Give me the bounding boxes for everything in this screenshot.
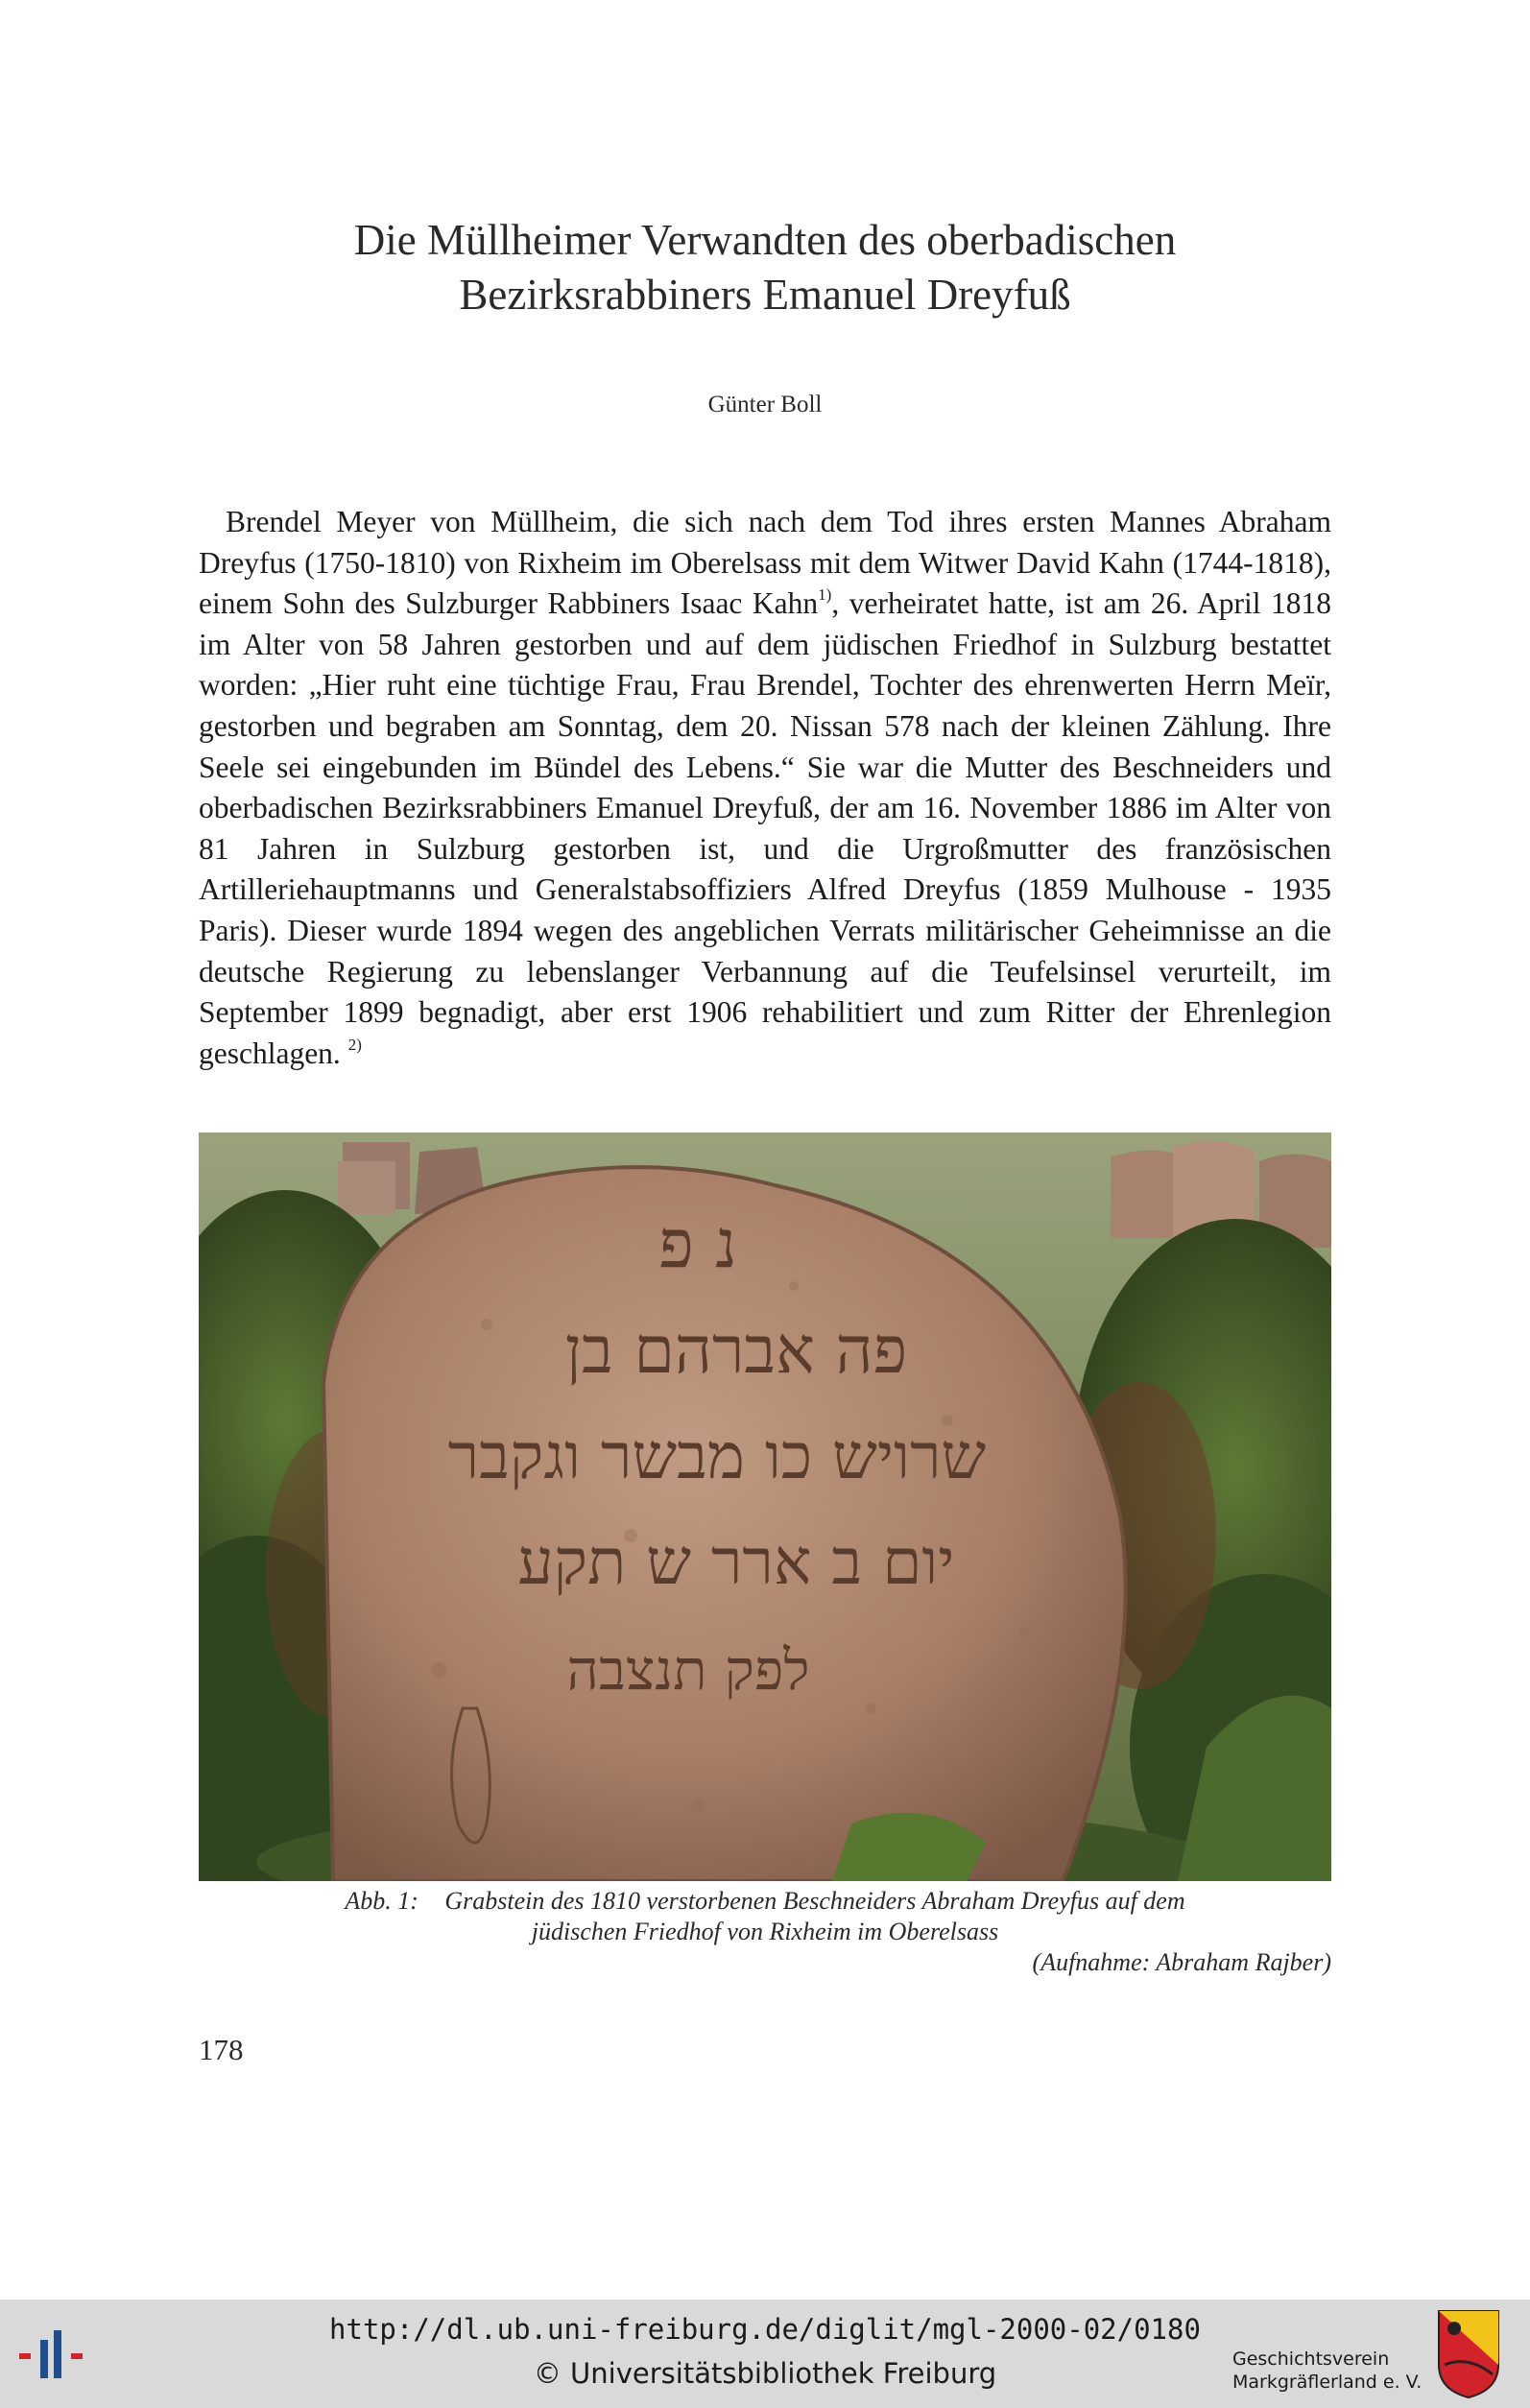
article-body (199, 502, 1331, 1074)
inscription-line-2: פה אברהם בן (564, 1313, 908, 1389)
inscription-line-5: לפק תנצבה (566, 1637, 810, 1703)
society-line-2: Markgräflerland e. V. (1232, 2372, 1422, 2393)
inscription-line-4: יום ב ארר ש תקע (517, 1525, 955, 1599)
photo-credit: (Aufnahme: Abraham Rajber) (1032, 1948, 1331, 1976)
footnote-ref-1: 1) (818, 585, 832, 605)
author-name: Günter Boll (707, 392, 823, 417)
society-line-1: Geschichtsverein (1232, 2348, 1390, 2370)
figure-caption (199, 1886, 1331, 1978)
caption-line-1: Grabstein des 1810 verstorbenen Beschneiders Abraham Dreyfus auf dem (444, 1887, 1185, 1915)
body-text-part1: Brendel Meyer von Müllheim, die sich nach dem Tod ihres ersten Mannes Abraham Dreyfus (1750-1810) von Rixheim im Oberelsass mit dem Witwer David Kahn (1744-1818), einem Sohn des Sulzburger Rabbiners Isaac Kahn (199, 505, 1331, 621)
body-text-part2: , verheiratet hatte, ist am 26. April 1818 im Alter von 58 Jahren gestorben und auf dem jüdischen Friedhof in Sulzburg bestattet worden: „Hier ruht eine tüchtige Frau, Frau Brendel, Tochter des ehrenwerten Herrn Meïr, gestorben und begraben am Sonntag, dem 20. Nissan 578 nach der kleinen Zählung. Ihre Seele sei eingebunden im Bündel des Lebens.“ Sie war die Mutter des Beschneiders und oberbadischen Bezirksrabbiners Emanuel Dreyfuß, der am 16. November 1886 im Alter von 81 Jahren in Sulzburg gestorben ist, und die Urgroßmutter des französischen Artilleriehauptmanns und Generalstabsoffiziers Alfred Dreyfus (1859 Mulhouse - 1935 Paris). Dieser wurde 1894 wegen des angeblichen Verrats militärischer Geheimnisse an die deutsche Regierung zu lebenslanger Verbannung auf die Teufelsinsel verurteilt, im September 1899 begnadigt, aber erst 1906 rehabilitiert und zum Ritter der Ehrenlegion geschlagen. (199, 586, 1331, 1070)
society-name (1232, 2348, 1422, 2394)
footer-bar (0, 2300, 1530, 2408)
inscription-line-3: שרויש כו מבשר וגקבר (447, 1419, 987, 1493)
body-paragraph (199, 502, 1331, 1074)
title-line-1: Die Müllheimer Verwandten des oberbadischen (353, 216, 1177, 264)
footer-url-link[interactable]: http://dl.ub.uni-freiburg.de/diglit/mgl-2000-02/0180 (329, 2313, 1201, 2346)
article-title (192, 213, 1338, 322)
caption-line-2: jüdischen Friedhof von Rixheim im Oberelsass (531, 1918, 999, 1945)
footer-copyright: © Universitätsbibliothek Freiburg (533, 2357, 997, 2390)
caption-label: Abb. 1: (345, 1887, 418, 1915)
title-line-2: Bezirksrabbiners Emanuel Dreyfuß (459, 271, 1071, 319)
page-number: 178 (199, 2033, 244, 2066)
gravestone-photo (199, 1132, 1331, 1881)
inscription-line-1: נ פ (658, 1204, 737, 1283)
footnote-ref-2: 2) (347, 1035, 362, 1054)
society-crest-icon[interactable] (1435, 2307, 1502, 2399)
